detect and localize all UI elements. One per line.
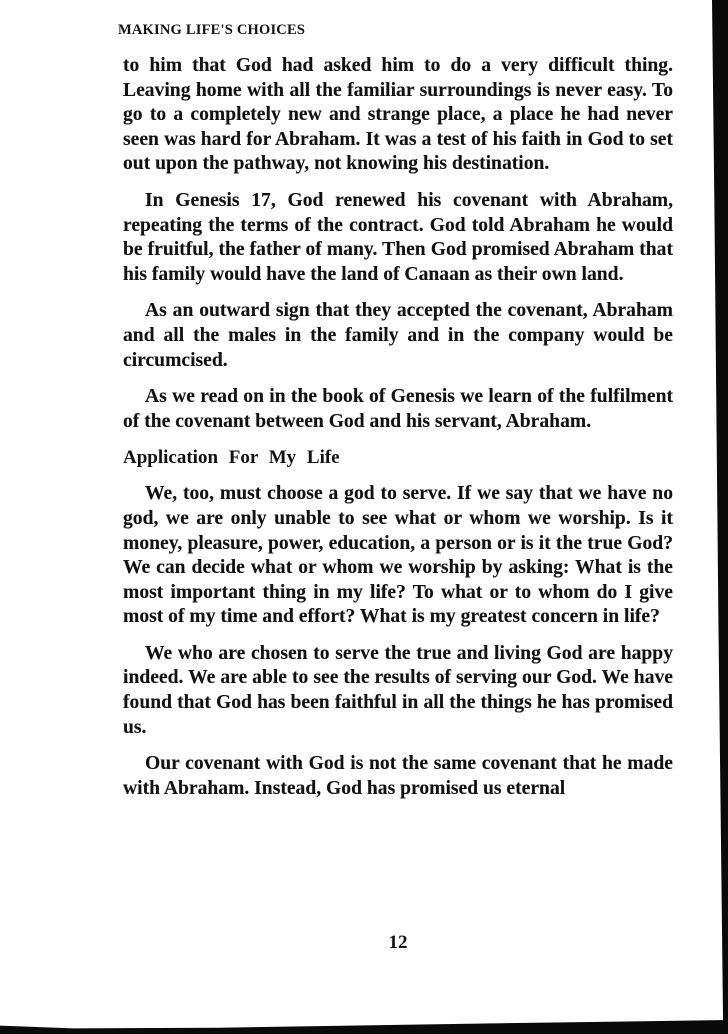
paragraph-chosen-to-serve: We who are chosen to serve the true and living God are happy indeed. We are able to see the results of serving our God. We have found that God has been faithful in all the things he has promised us. <box>123 642 673 738</box>
book-page <box>118 18 673 953</box>
paragraph-continuation: to him that God had asked him to do a very difficult thing. Leaving home with all the familiar surroundings is never easy. To go to a completely new and strange place, a place he had never seen was hard for Abraham. It was a test of his faith in God to set out upon the pathway, not knowing his destination. <box>123 55 673 175</box>
paragraph-genesis-17: In Genesis 17, God renewed his covenant with Abraham, repeating the terms of the contract. God told Abraham he would be fruitful, the father of many. Then God promised Abraham that his family would have the land of Canaan as their own land. <box>123 189 673 285</box>
paragraph-choose-god: We, too, must choose a god to serve. If we say that we have no god, we are only unable to see what or whom we worship. Is it money, pleasure, power, education, a person or is it the true God? We can decide what or whom we worship by asking: What is the most important thing in my life? To what or to whom do I give most of my time and effort? What is my greatest concern in life? <box>123 483 673 628</box>
scan-edge-bottom <box>0 1020 728 1034</box>
paragraph-outward-sign: As an outward sign that they accepted the covenant, Abraham and all the males in the family and in the company would be circumcised. <box>123 300 673 371</box>
running-head: MAKING LIFE'S CHOICES <box>118 22 306 38</box>
paragraph-our-covenant: Our covenant with God is not the same covenant that he made with Abraham. Instead, God has promised us eternal <box>123 753 673 799</box>
page-number: 12 <box>388 932 408 953</box>
section-heading: Application For My Life <box>123 447 340 469</box>
scan-edge-right <box>712 0 728 1034</box>
paragraph-read-on: As we read on in the book of Genesis we learn of the fulfilment of the covenant between God and his servant, Abraham. <box>123 386 673 432</box>
